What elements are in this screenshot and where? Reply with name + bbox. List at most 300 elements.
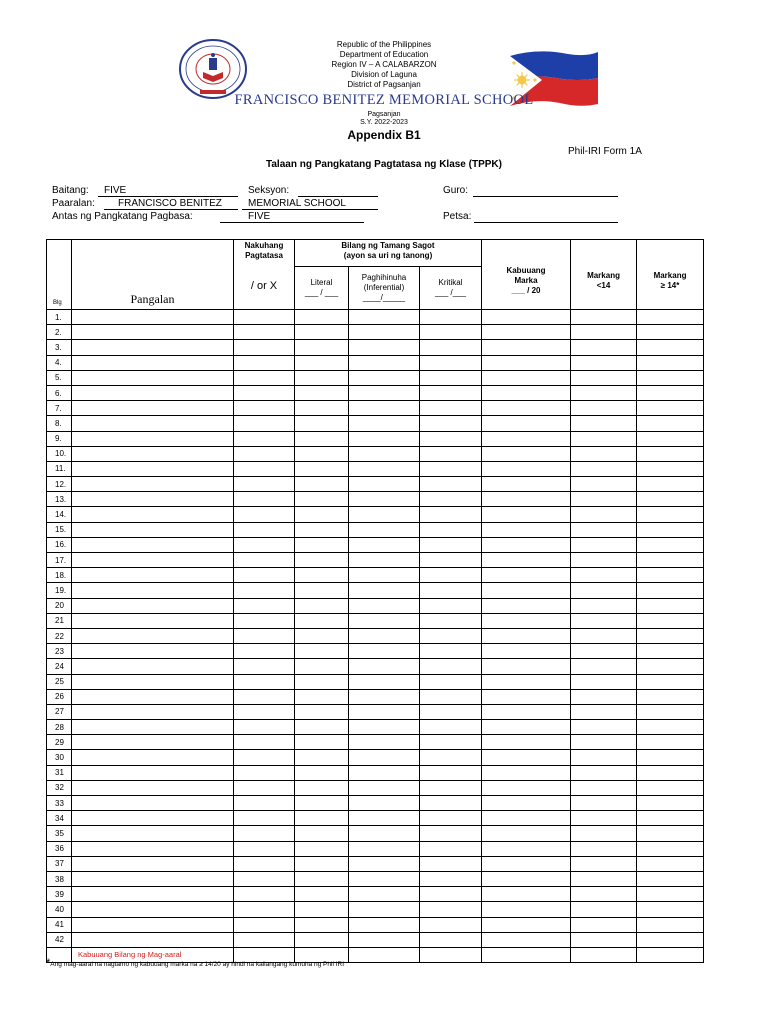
table-cell[interactable] [295,553,349,568]
table-cell[interactable] [295,385,349,400]
table-cell[interactable] [349,902,420,917]
table-cell[interactable] [637,765,704,780]
table-cell[interactable] [295,917,349,932]
table-cell[interactable] [349,887,420,902]
table-cell[interactable] [349,492,420,507]
table-cell[interactable] [295,750,349,765]
table-cell[interactable] [349,401,420,416]
table-cell[interactable] [349,932,420,947]
table-cell[interactable] [637,492,704,507]
table-cell[interactable] [637,704,704,719]
table-cell[interactable] [482,370,571,385]
table-cell[interactable] [482,796,571,811]
table-cell[interactable] [482,598,571,613]
table-cell[interactable] [72,932,234,947]
table-cell[interactable] [234,537,295,552]
paaralan-value-2[interactable]: MEMORIAL SCHOOL [248,198,346,209]
table-cell[interactable] [420,735,482,750]
table-cell[interactable] [571,780,637,795]
table-cell[interactable] [420,796,482,811]
table-cell[interactable] [349,644,420,659]
paaralan-value[interactable]: FRANCISCO BENITEZ [118,198,222,209]
table-cell[interactable] [482,826,571,841]
table-cell[interactable] [234,340,295,355]
table-cell[interactable] [571,674,637,689]
table-cell[interactable] [349,446,420,461]
table-cell[interactable] [295,780,349,795]
table-cell[interactable] [234,325,295,340]
table-cell[interactable] [349,477,420,492]
table-cell[interactable] [72,325,234,340]
table-cell[interactable] [295,720,349,735]
table-cell[interactable] [72,598,234,613]
table-cell[interactable] [482,477,571,492]
table-cell[interactable] [571,522,637,537]
table-cell[interactable] [72,507,234,522]
table-cell[interactable] [72,628,234,643]
table-cell[interactable] [420,446,482,461]
table-cell[interactable] [349,385,420,400]
table-cell[interactable] [234,871,295,886]
table-cell[interactable] [571,735,637,750]
table-cell[interactable] [571,644,637,659]
table-cell[interactable] [234,385,295,400]
table-cell[interactable] [637,401,704,416]
table-cell[interactable] [637,826,704,841]
table-cell[interactable] [349,674,420,689]
table-cell[interactable] [295,902,349,917]
table-cell[interactable] [349,689,420,704]
table-cell[interactable] [420,628,482,643]
table-cell[interactable] [482,628,571,643]
table-cell[interactable] [571,720,637,735]
table-cell[interactable] [234,841,295,856]
table-cell[interactable] [234,674,295,689]
table-cell[interactable] [234,704,295,719]
table-cell[interactable] [420,932,482,947]
table-cell[interactable] [482,431,571,446]
table-cell[interactable] [637,841,704,856]
table-cell[interactable] [571,401,637,416]
table-cell[interactable] [482,856,571,871]
table-cell[interactable] [349,917,420,932]
table-cell[interactable] [482,811,571,826]
table-cell[interactable] [637,917,704,932]
table-cell[interactable] [234,644,295,659]
table-cell[interactable] [420,826,482,841]
table-cell[interactable] [571,750,637,765]
table-cell[interactable] [637,689,704,704]
table-cell[interactable] [72,689,234,704]
table-cell[interactable] [295,583,349,598]
table-cell[interactable] [349,871,420,886]
table-cell[interactable] [637,628,704,643]
table-cell[interactable] [295,841,349,856]
table-cell[interactable] [420,704,482,719]
table-cell[interactable] [72,385,234,400]
table-cell[interactable] [571,583,637,598]
table-cell[interactable] [72,446,234,461]
table-cell[interactable] [349,796,420,811]
table-cell[interactable] [482,689,571,704]
table-cell[interactable] [420,644,482,659]
table-cell[interactable] [234,461,295,476]
petsa-field[interactable] [474,222,618,223]
table-cell[interactable] [637,947,704,962]
table-cell[interactable] [234,659,295,674]
table-cell[interactable] [482,644,571,659]
table-cell[interactable] [234,355,295,370]
table-cell[interactable] [571,902,637,917]
table-cell[interactable] [571,917,637,932]
table-cell[interactable] [349,613,420,628]
table-cell[interactable] [72,644,234,659]
table-cell[interactable] [349,340,420,355]
table-cell[interactable] [637,522,704,537]
table-cell[interactable] [349,947,420,962]
table-cell[interactable] [295,887,349,902]
table-cell[interactable] [482,704,571,719]
table-cell[interactable] [571,704,637,719]
table-cell[interactable] [637,477,704,492]
table-cell[interactable] [234,431,295,446]
table-cell[interactable] [234,796,295,811]
table-cell[interactable] [571,765,637,780]
table-cell[interactable] [571,628,637,643]
table-cell[interactable] [420,841,482,856]
table-cell[interactable] [295,735,349,750]
table-cell[interactable] [482,841,571,856]
table-cell[interactable] [234,826,295,841]
table-cell[interactable] [420,310,482,325]
table-cell[interactable] [420,765,482,780]
table-cell[interactable] [420,750,482,765]
table-cell[interactable] [482,902,571,917]
table-cell[interactable] [72,735,234,750]
table-cell[interactable] [571,446,637,461]
table-cell[interactable] [571,507,637,522]
table-cell[interactable] [420,674,482,689]
table-cell[interactable] [637,370,704,385]
table-cell[interactable] [420,416,482,431]
table-cell[interactable] [295,871,349,886]
table-cell[interactable] [349,628,420,643]
table-cell[interactable] [349,811,420,826]
table-cell[interactable] [234,507,295,522]
table-cell[interactable] [482,917,571,932]
table-cell[interactable] [571,461,637,476]
table-cell[interactable] [349,310,420,325]
table-cell[interactable] [295,568,349,583]
table-cell[interactable] [72,902,234,917]
table-cell[interactable] [637,750,704,765]
table-cell[interactable] [420,492,482,507]
table-cell[interactable] [72,720,234,735]
table-cell[interactable] [571,325,637,340]
table-cell[interactable] [295,310,349,325]
table-cell[interactable] [571,355,637,370]
table-cell[interactable] [234,932,295,947]
table-cell[interactable] [482,416,571,431]
table-cell[interactable] [72,310,234,325]
table-cell[interactable] [637,431,704,446]
table-cell[interactable] [637,598,704,613]
table-cell[interactable] [482,947,571,962]
table-cell[interactable] [295,446,349,461]
table-cell[interactable] [295,811,349,826]
table-cell[interactable] [637,355,704,370]
table-cell[interactable] [482,340,571,355]
table-cell[interactable] [637,902,704,917]
table-cell[interactable] [72,461,234,476]
table-cell[interactable] [295,477,349,492]
table-cell[interactable] [295,537,349,552]
table-cell[interactable] [571,871,637,886]
table-cell[interactable] [295,507,349,522]
table-cell[interactable] [72,370,234,385]
table-cell[interactable] [420,340,482,355]
table-cell[interactable] [482,780,571,795]
table-cell[interactable] [420,689,482,704]
table-cell[interactable] [295,431,349,446]
table-cell[interactable] [637,461,704,476]
table-cell[interactable] [295,598,349,613]
table-cell[interactable] [637,674,704,689]
table-cell[interactable] [234,583,295,598]
table-cell[interactable] [72,796,234,811]
table-cell[interactable] [349,370,420,385]
table-cell[interactable] [482,568,571,583]
table-cell[interactable] [420,553,482,568]
table-cell[interactable] [571,659,637,674]
table-cell[interactable] [420,780,482,795]
table-cell[interactable] [234,765,295,780]
table-cell[interactable] [349,431,420,446]
table-cell[interactable] [349,325,420,340]
table-cell[interactable] [234,310,295,325]
table-cell[interactable] [637,416,704,431]
table-cell[interactable] [72,811,234,826]
table-cell[interactable] [349,355,420,370]
table-cell[interactable] [482,385,571,400]
table-cell[interactable] [295,674,349,689]
table-cell[interactable] [420,325,482,340]
table-cell[interactable] [349,826,420,841]
table-cell[interactable] [295,932,349,947]
table-cell[interactable] [420,887,482,902]
table-cell[interactable] [295,689,349,704]
table-cell[interactable] [295,522,349,537]
table-cell[interactable] [420,659,482,674]
table-cell[interactable] [234,568,295,583]
table-cell[interactable] [420,477,482,492]
table-cell[interactable] [295,340,349,355]
table-cell[interactable] [349,856,420,871]
table-cell[interactable] [295,370,349,385]
table-cell[interactable] [571,492,637,507]
table-cell[interactable] [295,628,349,643]
table-cell[interactable] [234,613,295,628]
table-cell[interactable] [295,401,349,416]
table-cell[interactable] [295,355,349,370]
table-cell[interactable] [420,355,482,370]
table-cell[interactable] [637,887,704,902]
table-cell[interactable] [234,401,295,416]
table-cell[interactable] [234,689,295,704]
table-cell[interactable] [349,522,420,537]
table-cell[interactable] [295,796,349,811]
table-cell[interactable] [349,416,420,431]
table-cell[interactable] [234,902,295,917]
table-cell[interactable] [349,598,420,613]
table-cell[interactable] [637,310,704,325]
table-cell[interactable] [637,553,704,568]
table-cell[interactable] [637,811,704,826]
table-cell[interactable] [349,461,420,476]
table-cell[interactable] [420,947,482,962]
table-cell[interactable] [72,537,234,552]
table-cell[interactable] [295,856,349,871]
table-cell[interactable] [571,856,637,871]
table-cell[interactable] [349,780,420,795]
table-cell[interactable] [482,735,571,750]
table-cell[interactable] [234,917,295,932]
table-cell[interactable] [482,613,571,628]
table-cell[interactable] [349,537,420,552]
table-cell[interactable] [295,659,349,674]
table-cell[interactable] [72,871,234,886]
table-cell[interactable] [420,856,482,871]
table-cell[interactable] [72,492,234,507]
table-cell[interactable] [420,568,482,583]
table-cell[interactable] [234,522,295,537]
table-cell[interactable] [637,613,704,628]
table-cell[interactable] [482,446,571,461]
table-cell[interactable] [349,553,420,568]
table-cell[interactable] [72,750,234,765]
table-cell[interactable] [72,826,234,841]
table-cell[interactable] [72,856,234,871]
table-cell[interactable] [295,644,349,659]
table-cell[interactable] [637,507,704,522]
table-cell[interactable] [420,720,482,735]
table-cell[interactable] [349,765,420,780]
table-cell[interactable] [482,765,571,780]
table-cell[interactable] [482,401,571,416]
table-cell[interactable] [295,416,349,431]
table-cell[interactable] [420,598,482,613]
table-cell[interactable] [234,477,295,492]
table-cell[interactable] [72,553,234,568]
table-cell[interactable] [234,370,295,385]
table-cell[interactable] [420,401,482,416]
table-cell[interactable] [72,568,234,583]
table-cell[interactable] [637,735,704,750]
table-cell[interactable] [72,401,234,416]
table-cell[interactable] [571,310,637,325]
table-cell[interactable] [637,325,704,340]
table-cell[interactable] [637,796,704,811]
table-cell[interactable] [482,355,571,370]
table-cell[interactable] [295,461,349,476]
table-cell[interactable] [482,932,571,947]
table-cell[interactable] [571,340,637,355]
table-cell[interactable] [420,461,482,476]
table-cell[interactable] [482,461,571,476]
table-cell[interactable] [482,674,571,689]
table-cell[interactable] [482,507,571,522]
table-cell[interactable] [349,750,420,765]
table-cell[interactable] [234,492,295,507]
table-cell[interactable] [420,537,482,552]
table-cell[interactable] [420,370,482,385]
table-cell[interactable] [234,598,295,613]
table-cell[interactable] [72,841,234,856]
table-cell[interactable] [482,310,571,325]
table-cell[interactable] [234,720,295,735]
table-cell[interactable] [420,811,482,826]
table-cell[interactable] [72,917,234,932]
baitang-value[interactable]: FIVE [104,185,127,196]
table-cell[interactable] [72,613,234,628]
seksyon-field[interactable] [298,196,378,197]
table-cell[interactable] [349,568,420,583]
table-cell[interactable] [234,750,295,765]
table-cell[interactable] [420,431,482,446]
table-cell[interactable] [571,841,637,856]
table-cell[interactable] [571,598,637,613]
table-cell[interactable] [420,522,482,537]
table-cell[interactable] [482,537,571,552]
table-cell[interactable] [420,385,482,400]
table-cell[interactable] [571,553,637,568]
table-cell[interactable] [637,659,704,674]
table-cell[interactable] [571,431,637,446]
table-cell[interactable] [637,340,704,355]
table-cell[interactable] [482,522,571,537]
table-cell[interactable] [295,325,349,340]
table-cell[interactable] [637,537,704,552]
table-cell[interactable] [72,522,234,537]
table-cell[interactable] [349,659,420,674]
table-cell[interactable] [571,932,637,947]
table-cell[interactable] [420,871,482,886]
table-cell[interactable] [571,796,637,811]
table-cell[interactable] [571,385,637,400]
table-cell[interactable] [295,613,349,628]
table-cell[interactable] [482,720,571,735]
table-cell[interactable] [234,416,295,431]
table-cell[interactable] [234,553,295,568]
table-cell[interactable] [482,659,571,674]
table-cell[interactable] [234,735,295,750]
table-cell[interactable] [571,537,637,552]
table-cell[interactable] [571,370,637,385]
table-cell[interactable] [571,477,637,492]
table-cell[interactable] [482,492,571,507]
table-cell[interactable] [637,583,704,598]
table-cell[interactable] [571,568,637,583]
table-cell[interactable] [349,704,420,719]
table-cell[interactable] [637,720,704,735]
table-cell[interactable] [420,507,482,522]
table-cell[interactable] [420,613,482,628]
table-cell[interactable] [637,644,704,659]
table-cell[interactable] [72,583,234,598]
table-cell[interactable] [349,720,420,735]
table-cell[interactable] [234,780,295,795]
table-cell[interactable] [72,765,234,780]
